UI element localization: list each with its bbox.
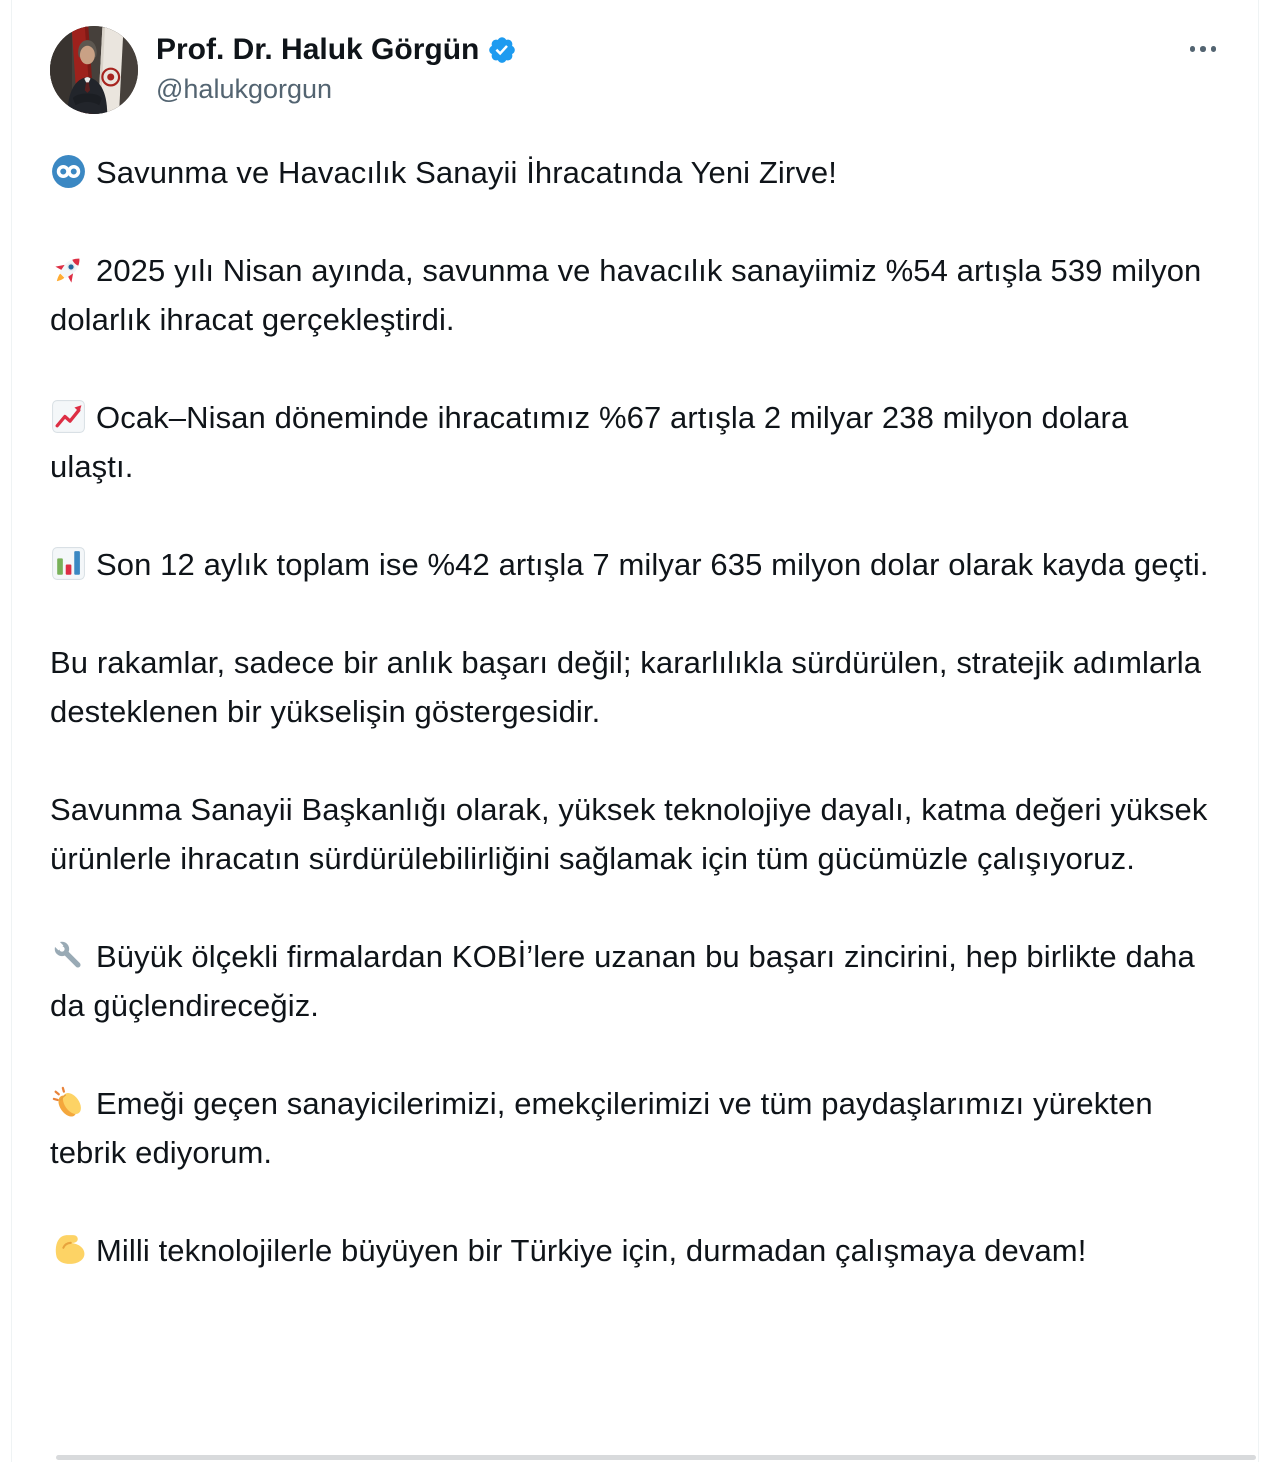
tweet-paragraph: Milli teknolojilerle büyüyen bir Türkiye için, durmadan çalışmaya devam! bbox=[50, 1226, 1212, 1275]
infinity-icon bbox=[50, 153, 87, 190]
author-name[interactable]: Prof. Dr. Haluk Görgün bbox=[156, 33, 480, 66]
ellipsis-more-icon bbox=[1190, 46, 1196, 52]
wrench-icon bbox=[50, 937, 87, 974]
bar-chart-icon bbox=[50, 545, 87, 582]
tweet-paragraph: Savunma ve Havacılık Sanayii İhracatında Yeni Zirve! bbox=[50, 148, 1212, 197]
author-handle[interactable]: @halukgorgun bbox=[156, 74, 333, 104]
tweet-paragraph: Bu rakamlar, sadece bir anlık başarı değil; kararlılıkla sürdürülen, stratejik adımlarla desteklenen bir yükselişin göstergesidir. bbox=[50, 645, 1202, 729]
tweet-text bbox=[50, 148, 1212, 1275]
rocket-icon bbox=[50, 251, 87, 288]
tweet bbox=[12, 0, 1258, 1462]
tweet-header bbox=[50, 0, 1212, 114]
tweet-paragraph: Emeği geçen sanayicilerimizi, emekçilerimizi ve tüm paydaşlarımızı yürekten tebrik ediyorum. bbox=[50, 1086, 1153, 1170]
tweet-paragraph: 2025 yılı Nisan ayında, savunma ve havacılık sanayiimiz %54 artışla 539 milyon dolarlık ihracat gerçekleştirdi. bbox=[50, 246, 1212, 344]
author-block bbox=[156, 26, 517, 105]
timeline-column bbox=[11, 0, 1259, 1462]
more-button[interactable] bbox=[1182, 38, 1225, 60]
chart-increasing-icon bbox=[50, 398, 87, 435]
tweet-paragraph: Ocak–Nisan döneminde ihracatımız %67 artışla 2 milyar 238 milyon dolara ulaştı. bbox=[50, 400, 1129, 484]
avatar-image bbox=[50, 26, 138, 114]
tweet-paragraph: Savunma Sanayii Başkanlığı olarak, yüksek teknolojiye dayalı, katma değeri yüksek ürünlerle ihracatın sürdürülebilirliğini sağlamak için tüm gücümüzle çalışıyoruz. bbox=[50, 792, 1208, 876]
tweet-paragraph: Büyük ölçekli firmalardan KOBİ’lere uzanan bu başarı zincirini, hep birlikte daha da güçlendireceğiz. bbox=[50, 932, 1212, 1030]
bottom-divider bbox=[56, 1455, 1256, 1460]
flexed-biceps-icon bbox=[50, 1231, 87, 1268]
clapping-hands-icon bbox=[50, 1084, 87, 1121]
tweet-paragraph: Son 12 aylık toplam ise %42 artışla 7 milyar 635 milyon dolar olarak kayda geçti. bbox=[50, 540, 1212, 589]
avatar[interactable] bbox=[50, 26, 138, 114]
verified-badge-icon bbox=[487, 35, 517, 65]
